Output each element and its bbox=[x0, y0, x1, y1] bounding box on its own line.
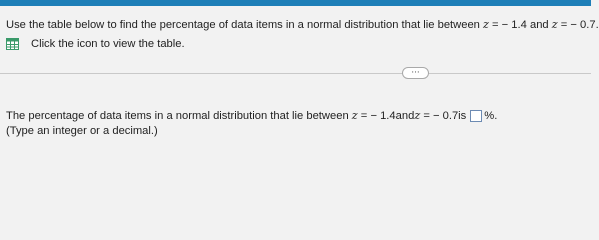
answer-and: and bbox=[395, 109, 415, 122]
question-prefix: Use the table below to find the percentage of data items in a normal distribution that lie between bbox=[6, 19, 480, 31]
question-and: and bbox=[526, 19, 552, 31]
section-divider bbox=[0, 73, 591, 74]
table-icon[interactable] bbox=[6, 38, 19, 50]
answer-prefix: The percentage of data items in a normal distribution that lie between bbox=[6, 109, 349, 122]
answer-unit: %. bbox=[484, 109, 498, 122]
view-table-link[interactable] bbox=[6, 38, 185, 50]
header-bar bbox=[0, 0, 591, 6]
answer-is: is bbox=[458, 109, 467, 122]
answer-z1: z = − 1.4 bbox=[351, 109, 396, 122]
question-z1: z = − 1.4 bbox=[483, 18, 527, 31]
expand-more-button[interactable]: ··· bbox=[402, 67, 429, 79]
answer-hint: (Type an integer or a decimal.) bbox=[6, 125, 158, 137]
answer-z2: z = − 0.7 bbox=[414, 109, 459, 122]
view-table-label[interactable]: Click the icon to view the table. bbox=[31, 38, 185, 50]
question-z2: z = − 0.7 bbox=[551, 18, 596, 31]
answer-input[interactable] bbox=[470, 110, 482, 122]
question-text: Use the table below to find the percentage of data items in a normal distribution that lie between z = − 1.4 and z = − 0.7. bbox=[6, 18, 599, 31]
answer-text bbox=[6, 109, 497, 122]
